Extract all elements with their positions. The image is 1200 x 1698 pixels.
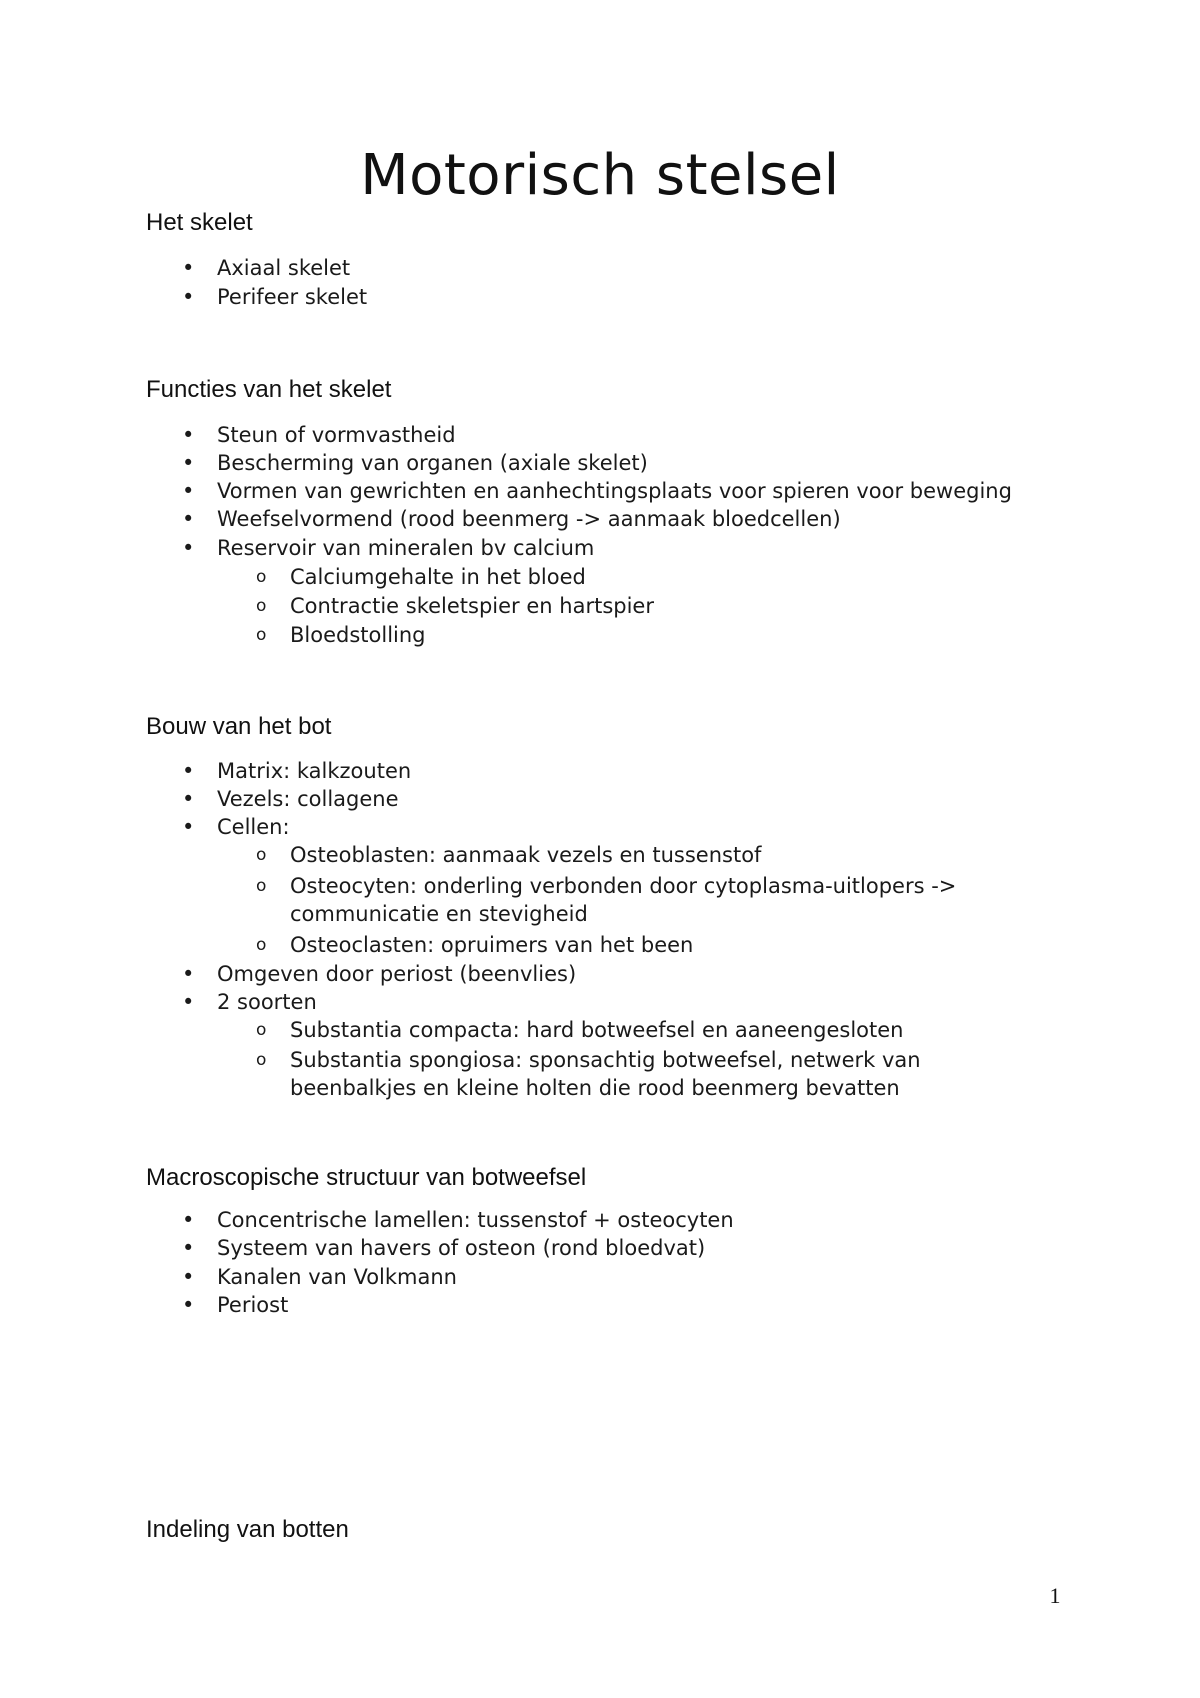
sub-list-item: Bloedstolling bbox=[290, 623, 426, 647]
list-item: Steun of vormvastheid bbox=[217, 423, 456, 447]
bullet-marker: • bbox=[182, 507, 195, 531]
list-item: Omgeven door periost (beenvlies) bbox=[217, 962, 577, 986]
sub-bullet-marker: o bbox=[256, 1020, 267, 1040]
sub-list-item: Osteoblasten: aanmaak vezels en tussenstof bbox=[290, 843, 762, 867]
list-item: Axiaal skelet bbox=[217, 256, 351, 280]
sub-bullet-marker: o bbox=[256, 935, 267, 955]
list-item: Vormen van gewrichten en aanhechtingsplaats voor spieren voor beweging bbox=[217, 479, 1012, 503]
list-item: Concentrische lamellen: tussenstof + osteocyten bbox=[217, 1208, 734, 1232]
list-item: Reservoir van mineralen bv calcium bbox=[217, 536, 595, 560]
bullet-marker: • bbox=[182, 1265, 195, 1289]
bullet-marker: • bbox=[182, 962, 195, 986]
list-item: Weefselvormend (rood beenmerg -> aanmaak bloedcellen) bbox=[217, 507, 841, 531]
sub-list-item: Calciumgehalte in het bloed bbox=[290, 565, 586, 589]
page-title: Motorisch stelsel bbox=[360, 143, 840, 208]
bullet-marker: • bbox=[182, 536, 195, 560]
list-item: Periost bbox=[217, 1293, 289, 1317]
list-item: 2 soorten bbox=[217, 990, 317, 1014]
section-heading-het-skelet: Het skelet bbox=[146, 209, 253, 236]
bullet-marker: • bbox=[182, 815, 195, 839]
bullet-marker: • bbox=[182, 759, 195, 783]
sub-bullet-marker: o bbox=[256, 625, 267, 645]
sub-list-item: Contractie skeletspier en hartspier bbox=[290, 594, 654, 618]
section-heading-bouw-van-het-bot: Bouw van het bot bbox=[146, 713, 332, 740]
sub-bullet-marker: o bbox=[256, 876, 267, 896]
sub-bullet-marker: o bbox=[256, 845, 267, 865]
sub-list-item: Osteocyten: onderling verbonden door cytoplasma-uitlopers -> communicatie en stevigheid bbox=[290, 874, 957, 926]
bullet-marker: • bbox=[182, 423, 195, 447]
list-item: Bescherming van organen (axiale skelet) bbox=[217, 451, 648, 475]
section-heading-functies-van-het-skelet: Functies van het skelet bbox=[146, 376, 392, 403]
sub-bullet-marker: o bbox=[256, 596, 267, 616]
sub-bullet-marker: o bbox=[256, 567, 267, 587]
bullet-marker: • bbox=[182, 479, 195, 503]
sub-list-item: Substantia spongiosa: sponsachtig botweefsel, netwerk van beenbalkjes en kleine holten die rood beenmerg bevatten bbox=[290, 1048, 921, 1100]
bullet-marker: • bbox=[182, 1208, 195, 1232]
list-item: Perifeer skelet bbox=[217, 285, 368, 309]
sub-list-item: Substantia compacta: hard botweefsel en aaneengesloten bbox=[290, 1018, 904, 1042]
bullet-marker: • bbox=[182, 256, 195, 280]
bullet-marker: • bbox=[182, 1293, 195, 1317]
section-heading-indeling-van-botten: Indeling van botten bbox=[146, 1516, 349, 1543]
bullet-marker: • bbox=[182, 787, 195, 811]
list-item: Kanalen van Volkmann bbox=[217, 1265, 457, 1289]
list-item: Vezels: collagene bbox=[217, 787, 399, 811]
list-item: Systeem van havers of osteon (rond bloedvat) bbox=[217, 1236, 706, 1260]
sub-list-item: Osteoclasten: opruimers van het been bbox=[290, 933, 694, 957]
bullet-marker: • bbox=[182, 990, 195, 1014]
page-number: 1 bbox=[1049, 1583, 1061, 1608]
sub-bullet-marker: o bbox=[256, 1050, 267, 1070]
bullet-marker: • bbox=[182, 451, 195, 475]
bullet-marker: • bbox=[182, 285, 195, 309]
list-item: Cellen: bbox=[217, 815, 290, 839]
list-item: Matrix: kalkzouten bbox=[217, 759, 412, 783]
section-heading-macroscopische-structuur: Macroscopische structuur van botweefsel bbox=[146, 1164, 587, 1191]
bullet-marker: • bbox=[182, 1236, 195, 1260]
